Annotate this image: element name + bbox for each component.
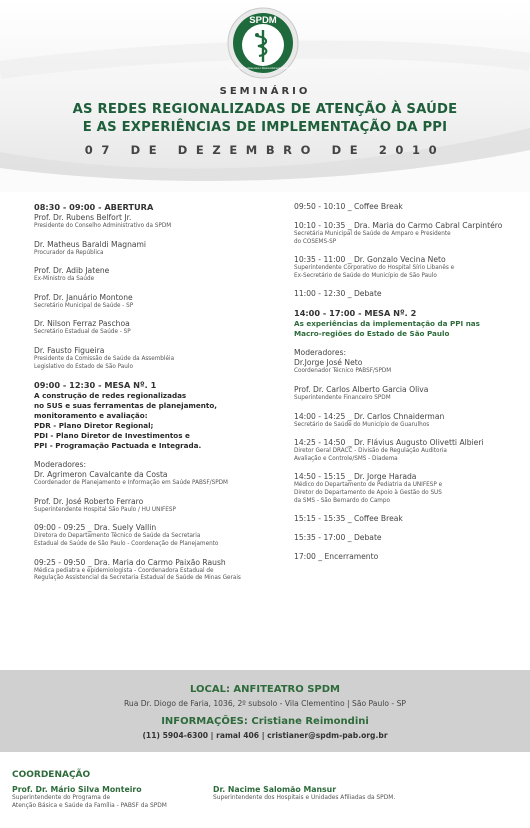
- info-title: INFORMAÇÕES: Cristiane Reimondini: [161, 716, 369, 727]
- moderators-label: Moderadores:: [294, 348, 347, 358]
- speaker: [34, 266, 284, 284]
- coffee-break-2: 15:15 - 15:35 _ Coffee Break: [294, 514, 403, 524]
- talk-title: 14:25 - 14:50 _ Dr. Flávius Augusto Olivetti Albieri: [294, 438, 484, 448]
- talk-role: Superintendente Corporativo do Hospital Sírio Libanês e: [294, 265, 455, 272]
- program-right-column: [294, 202, 524, 571]
- speaker: [34, 319, 284, 337]
- header-banner: [0, 0, 530, 192]
- info-contact: (11) 5904-6300 | ramal 406 | cristianer@spdm-pab.org.br: [142, 731, 388, 740]
- speaker-name: Dr. Fausto Figueira: [34, 345, 105, 355]
- location-title: LOCAL: ANFITEATRO SPDM: [189, 684, 340, 695]
- speaker-name: Dr. Matheus Baraldi Magnami: [34, 239, 147, 249]
- talk-role: do COSEMS-SP: [294, 238, 337, 245]
- talk: [294, 438, 524, 463]
- speaker-role: Secretário Municipal de Saúde - SP: [34, 302, 134, 309]
- talk: [294, 412, 524, 430]
- talk-title: 14:50 - 15:15 _ Dr. Jorge Harada: [294, 472, 417, 482]
- logo-subtext: Associação Paulista para o Desenvolvimento da Medicina: [229, 67, 297, 70]
- talk-role: Diretora do Departamento Técnico de Saúde da Secretaria: [34, 533, 201, 540]
- speaker: [34, 213, 284, 231]
- talk-role: Diretor do Departamento de Apoio à Gestão do SUS: [294, 489, 442, 496]
- speaker-name: Prof. Dr. Adib Jatene: [34, 266, 110, 276]
- mesa-1: [34, 380, 284, 451]
- location-bar: [0, 670, 530, 752]
- talk-role: Diretor Geral DRACC - Divisão de Regulação Auditoria: [294, 448, 447, 455]
- coffee-break: [294, 514, 524, 524]
- moderator-role: Coordenador Técnico PABSF/SPDM: [294, 368, 392, 375]
- talk-role: Secretária Municipal de Saúde de Amparo e Presidente: [294, 231, 451, 237]
- mesa-1-line: A construção de redes regionalizadas: [34, 391, 187, 401]
- moderator: [34, 497, 284, 515]
- talk-role: da SMS - São Bernardo do Campo: [294, 497, 390, 504]
- debate-1: 11:00 - 12:30 _ Debate: [294, 289, 382, 299]
- speaker-role: Presidente do Conselho Administrativo da SPDM: [34, 223, 172, 229]
- coordinator: [213, 785, 513, 803]
- talk-title: 14:00 - 14:25 _ Dr. Carlos Chnaiderman: [294, 411, 445, 421]
- talk-role: Regulação Assistencial da Secretaria Estadual de Saúde de Minas Gerais: [34, 575, 241, 582]
- talk-title: Prof. Dr. Carlos Alberto Garcia Oliva: [294, 384, 429, 394]
- moderators: [294, 348, 524, 376]
- coordinator-name: Dr. Nacime Salomão Mansur: [213, 785, 337, 794]
- talk: [34, 523, 284, 548]
- mesa-2-title: 14:00 - 17:00 - MESA Nº. 2: [294, 308, 417, 319]
- location-address: Rua Dr. Diogo de Faria, 1036, 2º subsolo - Vila Clementino | São Paulo - SP: [123, 699, 406, 708]
- event-title-line-1: AS REDES REGIONALIZADAS DE ATENÇÃO À SAÚDE: [72, 102, 458, 117]
- speaker: [34, 240, 284, 258]
- coffee-break: [294, 202, 524, 212]
- speaker-role: Presidente da Comissão de Saúde da Assembléia: [34, 355, 175, 362]
- talk-role: Secretário de Saúde do Município de Guarulhos: [294, 421, 430, 428]
- moderator-name: Dr.Jorge José Neto: [294, 358, 363, 368]
- coffee-break-1: 09:50 - 10:10 _ Coffee Break: [294, 202, 403, 211]
- moderator-name: Prof. Dr. José Roberto Ferraro: [34, 496, 144, 506]
- talk-role: Ex-Secretário de Saúde do Município de São Paulo: [294, 272, 437, 279]
- logo-text: SPDM: [249, 15, 277, 26]
- mesa-2-line: As experiências da implementação da PPI nas: [294, 319, 480, 329]
- coordinator-role: Superintendente do Programa de: [12, 795, 111, 801]
- talk: [294, 472, 524, 505]
- event-title-line-2: E AS EXPERIÊNCIAS DE IMPLEMENTAÇÃO DA PPI: [82, 120, 448, 135]
- speaker-role: Secretário Estadual de Saúde - SP: [34, 329, 131, 336]
- closing: [294, 552, 524, 562]
- coordinator-name: Prof. Dr. Mário Silva Monteiro: [12, 785, 142, 794]
- talk-role: Avaliação e Controle/SMS - Diadema: [294, 455, 398, 462]
- mesa-1-line: no SUS e suas ferramentas de planejamento,: [34, 401, 218, 411]
- closing-time: 17:00 _ Encerramento: [294, 552, 379, 562]
- coordinator: [12, 785, 202, 810]
- moderators: [34, 460, 284, 488]
- talk-title: 09:25 - 09:50 _ Dra. Maria do Carmo Paixão Raush: [34, 557, 226, 567]
- talk-title: 10:35 - 11:00 _ Dr. Gonzalo Vecina Neto: [294, 255, 446, 265]
- mesa-1-title: 09:00 - 12:30 - MESA Nº. 1: [34, 380, 157, 391]
- talk-role: Estadual de Saúde de São Paulo - Coordenação de Planejamento: [34, 540, 219, 547]
- talk: [294, 385, 524, 403]
- speaker: [34, 346, 284, 371]
- talk-role: Médico do Departamento de Pediatria da UNIFESP e: [294, 482, 443, 489]
- moderator-role: Superintendente Hospital São Paulo / HU UNIFESP: [34, 506, 176, 513]
- program-left-column: [34, 202, 284, 592]
- speaker-name: Prof. Dr. Rubens Belfort Jr.: [34, 213, 132, 222]
- event-type: SEMINÁRIO: [219, 86, 311, 97]
- mesa-2: [294, 308, 524, 339]
- speaker: [34, 293, 284, 311]
- event-date: 07 DE DEZEMBRO DE 2010: [84, 143, 446, 157]
- mesa-1-line: monitoramento e avaliação:: [34, 411, 148, 421]
- talk-title: 09:00 - 09:25 _ Dra. Suely Vallin: [34, 523, 157, 533]
- speaker-name: Prof. Dr. Januário Montone: [34, 292, 133, 302]
- speaker-role: Procurador da República: [34, 249, 104, 256]
- speaker-role: Ex-Ministro da Saúde: [34, 276, 95, 283]
- mesa-2-line: Macro-regiões do Estado de São Paulo: [294, 329, 450, 339]
- coordination-label: COORDENAÇÃO: [12, 770, 91, 780]
- speaker-name: Dr. Nilson Ferraz Paschoa: [34, 319, 130, 329]
- coordinator-role: Superintendente dos Hospitais e Unidades Afiliadas da SPDM.: [213, 795, 396, 801]
- mesa-1-line: PPI - Programação Pactuada e Integrada.: [34, 441, 202, 451]
- talk-role: Superintendente Financeiro SPDM: [294, 394, 391, 401]
- debate: [294, 289, 524, 299]
- moderators-label: Moderadores:: [34, 460, 87, 470]
- debate: [294, 533, 524, 543]
- mesa-1-line: PDR - Plano Diretor Regional;: [34, 421, 154, 431]
- moderator-name: Dr. Agrimeron Cavalcante da Costa: [34, 470, 168, 480]
- coordinator-role: Atenção Básica e Saúde da Família - PABSF da SPDM: [12, 802, 167, 809]
- talk: [294, 221, 524, 246]
- speaker-role: Legislativo do Estado de São Paulo: [34, 363, 133, 370]
- talk-title: 10:10 - 10:35 _ Dra. Maria do Carmo Cabral Carpintéro: [294, 221, 503, 230]
- moderator-role: Coordenador de Planejamento e Informação em Saúde PABSF/SPDM: [34, 480, 228, 487]
- opening-time: 08:30 - 09:00 - ABERTURA: [34, 202, 154, 212]
- talk: [294, 255, 524, 280]
- spdm-logo: [227, 6, 299, 80]
- talk-role: Médica pediatra e epidemiologista - Coordenadora Estadual de: [34, 567, 214, 574]
- talk: [34, 558, 284, 583]
- mesa-1-line: PDI - Plano Diretor de Investimentos e: [34, 431, 190, 441]
- debate-2: 15:35 - 17:00 _ Debate: [294, 533, 382, 543]
